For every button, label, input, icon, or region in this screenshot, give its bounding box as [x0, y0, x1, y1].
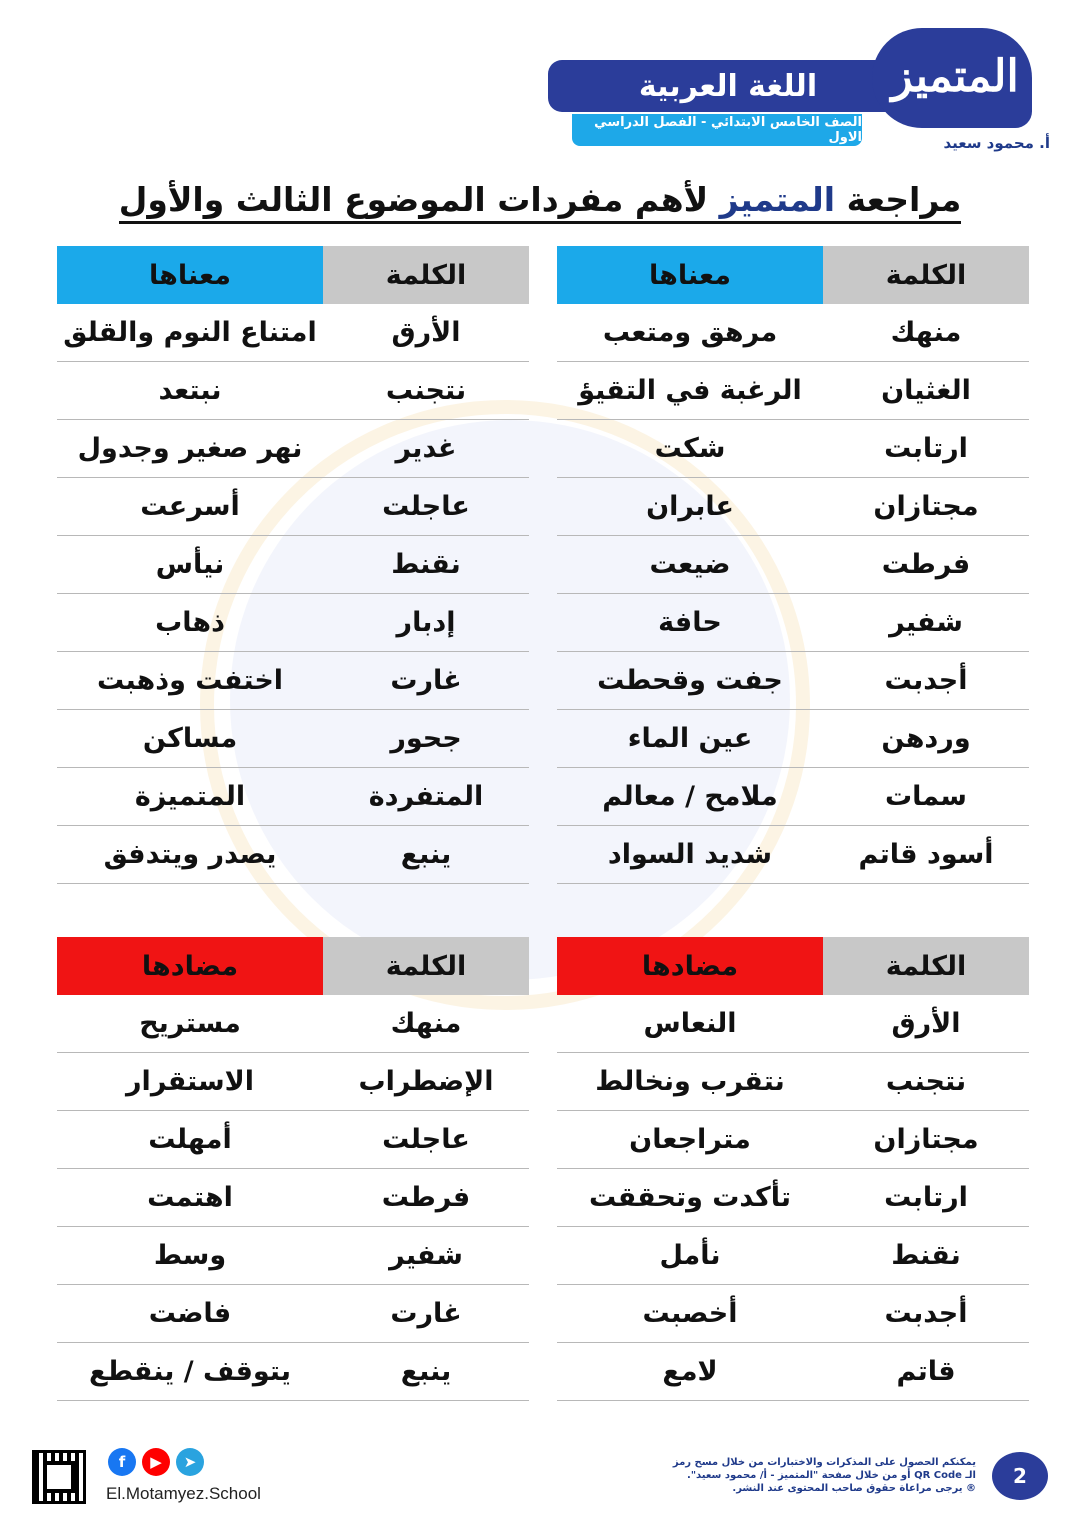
row-meaning: ملامح / معالم [602, 781, 778, 812]
row-word: مجتازان [873, 491, 979, 522]
page-number: 2 [992, 1452, 1048, 1500]
table-row [57, 1169, 529, 1227]
row-word: ينبع [400, 839, 452, 870]
table-row [557, 594, 1029, 652]
row-meaning: نيأس [155, 549, 225, 580]
row-meaning: يصدر ويتدفق [103, 839, 277, 870]
row-meaning: تأكدت وتحققت [589, 1182, 791, 1213]
meanings-table-left [57, 246, 529, 884]
header-meaning: معناها [57, 246, 323, 304]
row-meaning: جفت وقحطت [597, 665, 783, 696]
table-row [557, 826, 1029, 884]
opposites-table-right [557, 937, 1029, 1401]
table-row [557, 1111, 1029, 1169]
table-row [57, 768, 529, 826]
row-meaning: الرغبة في التقيؤ [578, 375, 802, 406]
row-word: أسود قاتم [858, 839, 994, 870]
row-meaning: مرهق ومتعب [602, 317, 778, 348]
footer-note-line3: ® يرجى مراعاة حقوق صاحب المحتوى عند النشر. [732, 1483, 976, 1494]
row-meaning: امتناع النوم والقلق [63, 317, 317, 348]
subject-banner [548, 60, 908, 112]
grade-banner [572, 114, 862, 146]
row-word: الغثيان [881, 375, 971, 406]
row-word: ارتابت [884, 433, 968, 464]
row-word: منهك [390, 1008, 462, 1039]
row-meaning: اهتمت [147, 1182, 233, 1213]
row-word: الأرق [891, 1008, 961, 1039]
row-meaning: شديد السواد [607, 839, 773, 870]
table-row [557, 1285, 1029, 1343]
header-word: الكلمة [823, 937, 1029, 995]
row-meaning: عابران [646, 491, 734, 522]
table-header [557, 937, 1029, 995]
table-row [57, 1285, 529, 1343]
table-row [557, 995, 1029, 1053]
title-part1: مراجعة [846, 180, 962, 219]
youtube-icon[interactable]: ▶ [142, 1448, 170, 1476]
row-word: جحور [390, 723, 462, 754]
row-word: أجدبت [884, 1298, 968, 1329]
row-word: الأرق [391, 317, 461, 348]
row-word: عاجلت [382, 491, 470, 522]
table-row [57, 652, 529, 710]
row-meaning: مساكن [142, 723, 238, 754]
meanings-table-right [557, 246, 1029, 884]
row-word: عاجلت [382, 1124, 470, 1155]
row-meaning: أخصبت [642, 1298, 738, 1329]
page-title [80, 180, 1000, 230]
row-word: إدبار [396, 607, 456, 638]
table-row [57, 826, 529, 884]
row-word: المتفردة [368, 781, 484, 812]
row-meaning: يتوقف / ينقطع [89, 1356, 291, 1387]
facebook-icon[interactable]: f [108, 1448, 136, 1476]
row-meaning: عين الماء [627, 723, 753, 754]
row-word: سمات [885, 781, 967, 812]
table-row [557, 1343, 1029, 1401]
table-row [557, 478, 1029, 536]
table-row [57, 1053, 529, 1111]
subject-title: اللغة العربية [638, 68, 818, 104]
row-word: فرطت [881, 549, 971, 580]
table-row [57, 594, 529, 652]
row-word: غارت [390, 1298, 462, 1329]
table-row [557, 362, 1029, 420]
table-row [57, 995, 529, 1053]
row-word: شفير [889, 607, 963, 638]
row-meaning: متراجعان [629, 1124, 751, 1155]
table-row [57, 710, 529, 768]
row-meaning: أمهلت [148, 1124, 232, 1155]
header-meaning: مضادها [557, 937, 823, 995]
header-meaning: مضادها [57, 937, 323, 995]
row-meaning: نهر صغير وجدول [77, 433, 303, 464]
table-row [557, 1227, 1029, 1285]
row-word: نتجنب [385, 375, 467, 406]
grade-line: الصف الخامس الابتدائي - الفصل الدراسي الاول [594, 115, 862, 145]
header-word: الكلمة [823, 246, 1029, 304]
opposites-table-left [57, 937, 529, 1401]
school-handle: El.Motamyez.School [106, 1484, 261, 1503]
row-word: أجدبت [884, 665, 968, 696]
row-meaning: مستريح [139, 1008, 241, 1039]
row-meaning: اختفت وذهبت [96, 665, 284, 696]
footer-note-line1: يمكنكم الحصول على المذكرات والاختبارات من خلال مسح رمز [672, 1457, 976, 1468]
header-meaning: معناها [557, 246, 823, 304]
row-word: ينبع [400, 1356, 452, 1387]
row-word: منهك [890, 317, 962, 348]
table-header [557, 246, 1029, 304]
row-meaning: ضيعت [649, 549, 731, 580]
title-accent: المتميز [719, 180, 836, 219]
table-row [57, 304, 529, 362]
row-meaning: حافة [658, 607, 722, 638]
row-meaning: الاستقرار [126, 1066, 254, 1097]
table-row [57, 478, 529, 536]
row-meaning: نأمل [659, 1240, 721, 1271]
logo: المتميز [891, 50, 1019, 102]
row-word: وردهن [881, 723, 971, 754]
footer-note [640, 1456, 976, 1495]
social-icons [108, 1448, 204, 1476]
row-word: ارتابت [884, 1182, 968, 1213]
qr-code [32, 1450, 86, 1504]
header-word: الكلمة [323, 246, 529, 304]
table-row [557, 768, 1029, 826]
row-word: نقنط [891, 1240, 961, 1271]
row-word: غدير [395, 433, 457, 464]
table-row [57, 536, 529, 594]
row-meaning: لامع [662, 1356, 718, 1387]
table-row [57, 1227, 529, 1285]
row-word: قاتم [896, 1356, 956, 1387]
row-word: نتجنب [885, 1066, 967, 1097]
row-meaning: نتقرب ونخالط [595, 1066, 785, 1097]
footer-note-line2: الـ QR Code أو من خلال صفحة "المتميز - أ/ محمود سعيد". [687, 1470, 976, 1481]
telegram-icon[interactable]: ➤ [176, 1448, 204, 1476]
row-meaning: شكت [654, 433, 726, 464]
table-row [557, 1053, 1029, 1111]
table-row [557, 1169, 1029, 1227]
row-meaning: أسرعت [140, 491, 240, 522]
table-header [57, 246, 529, 304]
table-row [57, 362, 529, 420]
table-row [557, 652, 1029, 710]
row-meaning: المتميزة [134, 781, 246, 812]
row-word: فرطت [381, 1182, 471, 1213]
row-meaning: نبتعد [158, 375, 222, 406]
table-row [57, 1111, 529, 1169]
row-meaning: النعاس [643, 1008, 737, 1039]
row-meaning: ذهاب [155, 607, 225, 638]
row-word: نقنط [391, 549, 461, 580]
row-word: غارت [390, 665, 462, 696]
table-row [57, 420, 529, 478]
table-row [557, 420, 1029, 478]
table-row [557, 304, 1029, 362]
row-word: مجتازان [873, 1124, 979, 1155]
table-row [557, 710, 1029, 768]
table-header [57, 937, 529, 995]
teacher-name: أ. محمود سعيد [943, 134, 1050, 152]
header-word: الكلمة [323, 937, 529, 995]
row-word: الإضطراب [358, 1066, 494, 1097]
table-row [557, 536, 1029, 594]
row-meaning: فاضت [148, 1298, 232, 1329]
title-part2: لأهم مفردات الموضوع الثالث والأول [118, 180, 709, 219]
row-meaning: وسط [153, 1240, 227, 1271]
table-row [57, 1343, 529, 1401]
row-word: شفير [389, 1240, 463, 1271]
